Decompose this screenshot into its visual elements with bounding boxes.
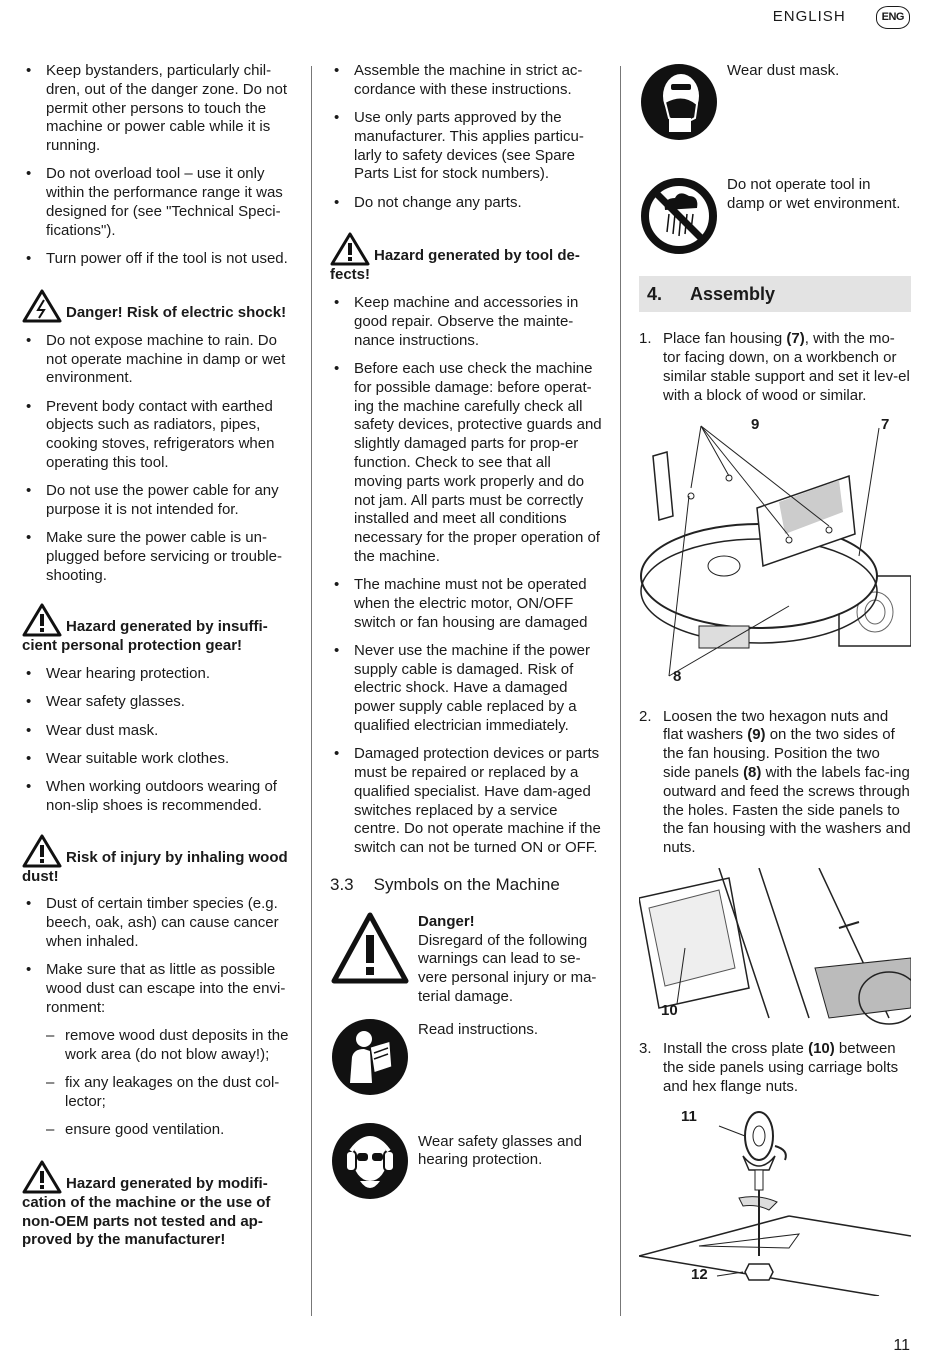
figure-label: 9 (751, 415, 760, 433)
list-item: • Keep machine and accessories in good repair. Observe the mainte-nance instructions. (330, 294, 602, 350)
assembly-heading: 4. Assembly (639, 276, 911, 313)
list-item: – fix any leakages on the dust col-lector; (46, 1074, 294, 1112)
bullet-list (330, 294, 602, 858)
list-item: • Keep bystanders, particularly chil-dren, out of the danger zone. Do not permit other persons to touch the machine or power cable while it is running. (22, 62, 294, 156)
list-item: • Assemble the machine in strict ac-cordance with these instructions. (330, 62, 602, 100)
electric-hazard-icon (22, 289, 62, 323)
dash-list (46, 1027, 294, 1140)
figure-cross-plate (639, 868, 911, 1028)
list-item: • Do not overload tool – use it only within the performance range it was designed for (see "Technical Speci-fications"). (22, 165, 294, 240)
list-item: • Do not use the power cable for any purpose it is not intended for. (22, 482, 294, 520)
figure-label: 12 (691, 1266, 708, 1284)
list-item: – ensure good ventilation. (46, 1121, 294, 1140)
page-header (773, 6, 910, 29)
list-item: • Turn power off if the tool is not used. (22, 250, 294, 269)
read-manual-icon (330, 1017, 410, 1103)
dust-mask-icon (639, 62, 719, 148)
list-item: • Never use the machine if the power supply cable is damaged. Risk of electric shock. Have a damaged power supply cable replaced by a qualified electrician immediately. (330, 642, 602, 736)
figure-label: 8 (673, 667, 682, 685)
symbol-no-wet: Do not operate tool in damp or wet environment. (639, 176, 911, 262)
warning-icon (330, 232, 370, 266)
language-label: ENGLISH (772, 8, 846, 25)
list-item: • Wear suitable work clothes. (22, 750, 294, 769)
language-badge: ENG (876, 6, 910, 29)
column-divider (620, 66, 621, 1316)
symbol-dust-mask: Wear dust mask. (639, 62, 911, 148)
list-item: • Damaged protection devices or parts must be repaired or replaced by a qualified specialist. Have dam-aged switches replaced by a service centre. Do not operate machine if the switch can not be turned ON or OFF. (330, 745, 602, 858)
list-item: • Wear safety glasses. (22, 693, 294, 712)
list-item: • Make sure the power cable is un-plugged before servicing or trouble-shooting. (22, 529, 294, 585)
figure-caster (639, 1106, 911, 1296)
page-number: 11 (893, 1337, 910, 1355)
bullet-list (22, 332, 294, 586)
tool-defects-warning: Hazard generated by tool de-fects! (330, 232, 602, 285)
bullet-list (330, 62, 602, 212)
warning-icon (22, 603, 62, 637)
electric-shock-warning: Danger! Risk of electric shock! (22, 289, 294, 323)
fan-housing-illustration (639, 416, 911, 696)
list-item: • Make sure that as little as possible wood dust can escape into the envi-ronment: (22, 961, 294, 1017)
list-item: • Dust of certain timber species (e.g. beech, oak, ash) can cause cancer when inhaled. (22, 895, 294, 951)
cross-plate-illustration (639, 868, 911, 1028)
assembly-step: 1. Place fan housing (7), with the mo-tor facing down, on a workbench or similar stable support and set it lev-el with a block of wood or similar. (639, 330, 910, 404)
assembly-steps (639, 708, 911, 858)
list-item: – remove wood dust deposits in the work area (do not blow away!); (46, 1027, 294, 1065)
list-item: • Before each use check the machine for possible damage: before operat-ing the machine carefully check all safety devices, protective guards and slightly damaged parts for prop-er function. Check to see that all moving parts work properly and do not jam. All parts must be correctly installed and meet all conditions necessary for the proper operation of the machine. (330, 360, 602, 567)
list-item: • Do not expose machine to rain. Do not operate machine in damp or wet environment. (22, 332, 294, 388)
protection-gear-warning: Hazard generated by insuffi-cient personal protection gear! (22, 603, 294, 656)
figure-label: 7 (881, 415, 890, 433)
column-2 (330, 62, 602, 1216)
section-heading: 3.3 Symbols on the Machine (330, 875, 560, 895)
symbol-glasses-hearing: Wear safety glasses and hearing protection. (330, 1121, 602, 1207)
list-item: • Prevent body contact with earthed objects such as radiators, pipes, cooking stoves, refrigerators when operating this tool. (22, 398, 294, 473)
danger-triangle-icon (330, 909, 410, 1007)
bullet-list (22, 665, 294, 815)
modification-warning: Hazard generated by modifi-cation of the machine or the use of non-OEM parts not tested and ap-proved by the manufacturer! (22, 1160, 294, 1250)
warning-icon (22, 1160, 62, 1194)
list-item: • Use only parts approved by the manufacturer. This applies particu-larly to safety devices (see Spare Parts List for stock numbers). (330, 109, 602, 184)
list-item: • When working outdoors wearing of non-slip shoes is recommended. (22, 778, 294, 816)
assembly-steps (639, 330, 911, 405)
symbol-danger: Danger! Disregard of the following warnings can lead to se-vere personal injury or ma-terial damage. (330, 909, 602, 1007)
list-item: • Do not change any parts. (330, 194, 602, 213)
bullet-list (22, 895, 294, 1017)
list-item: • Wear hearing protection. (22, 665, 294, 684)
assembly-step: 3. Install the cross plate (10) between the side panels using carriage bolts and hex flange nuts. (639, 1039, 899, 1095)
safety-glasses-hearing-icon (330, 1121, 410, 1207)
column-3 (639, 62, 911, 1308)
figure-label: 11 (681, 1108, 697, 1126)
caster-illustration (639, 1106, 911, 1296)
warning-icon (22, 834, 62, 868)
list-item: • Wear dust mask. (22, 722, 294, 741)
column-divider (311, 66, 312, 1316)
assembly-steps (639, 1040, 911, 1096)
figure-label: 10 (661, 1001, 678, 1019)
wood-dust-warning: Risk of injury by inhaling wood dust! (22, 834, 294, 887)
symbol-read-instructions: Read instructions. (330, 1017, 602, 1103)
no-wet-environment-icon (639, 176, 719, 262)
bullet-list (22, 62, 294, 269)
assembly-step: 2. Loosen the two hexagon nuts and flat washers (9) on the two sides of the fan housing. Position the two side panels (8) with the labels fac-ing outward and feed the screws through the holes. Fasten the side panels to the fan housing with the washers and nuts. (639, 707, 911, 857)
column-1 (22, 62, 294, 1259)
figure-fan-housing (639, 416, 911, 696)
list-item: • The machine must not be operated when the electric motor, ON/OFF switch or fan housing are damaged (330, 576, 602, 632)
